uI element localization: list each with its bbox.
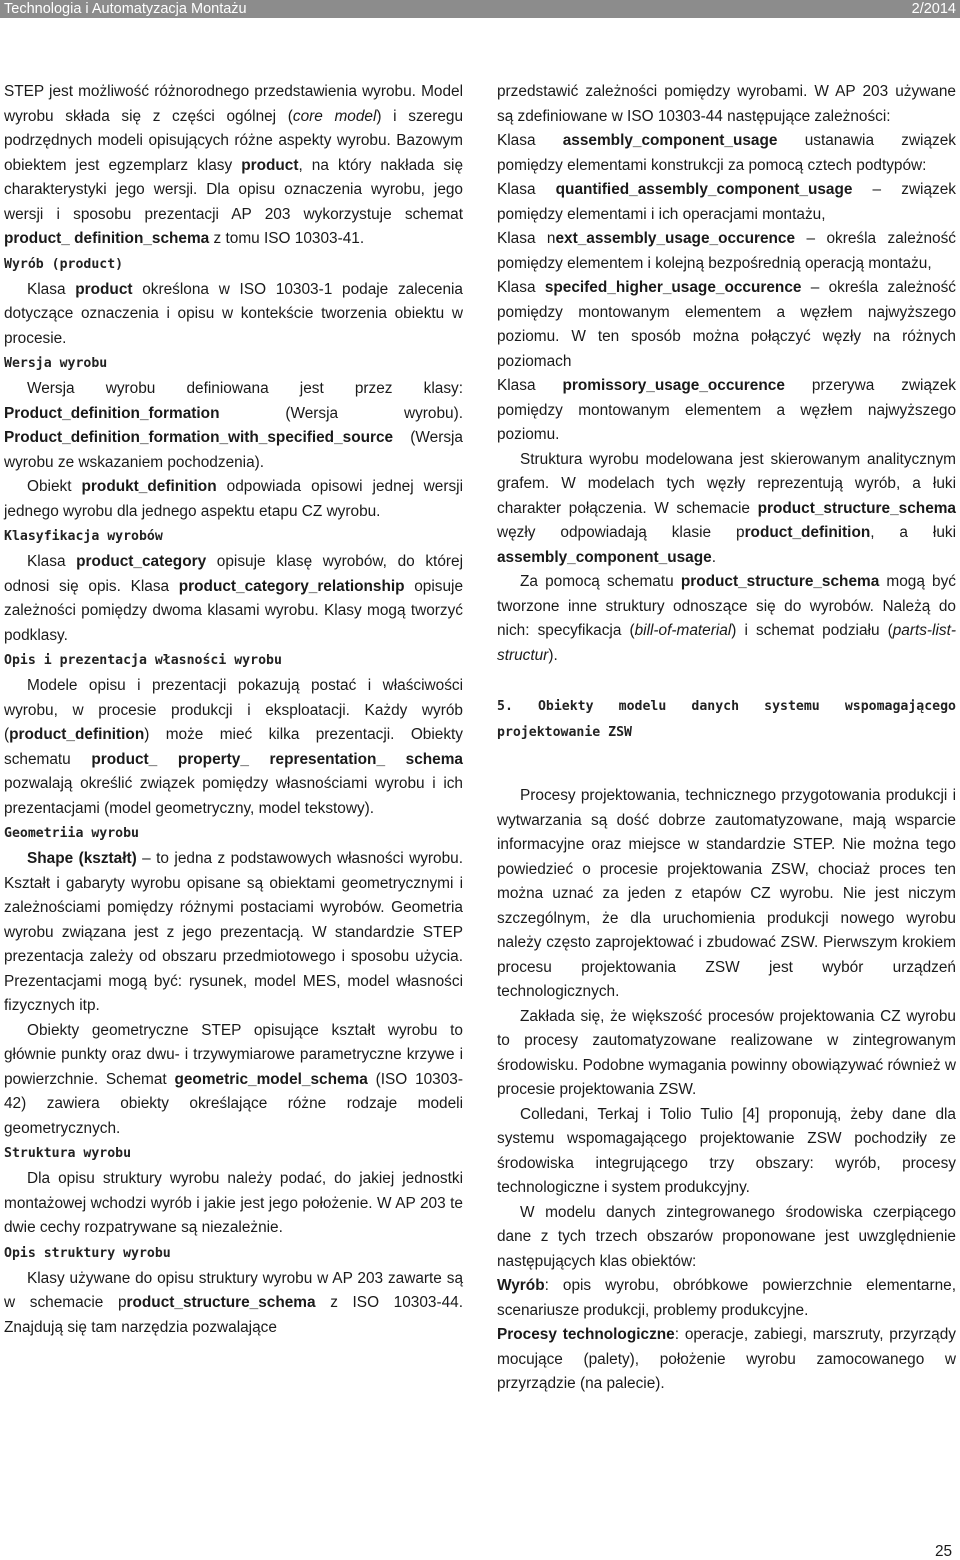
- text-run: ) może mieć kilka prezentacji. Obiekty schematu: [4, 726, 463, 768]
- text-run: Zakłada się, że większość procesów projektowania CZ wyrobu to procesy zautomatyzowane realizowane w zintegrowanym środowisku. Podobne wymagania powinny obowiązywać również w procesie projektowania ZSW.: [497, 1007, 956, 1098]
- bold-term: product_structure_schema: [757, 499, 956, 517]
- bold-term: Procesy technologiczne: [497, 1326, 675, 1343]
- text-run: Klasa: [497, 132, 563, 149]
- italic-term: parts-list-structur: [497, 622, 956, 664]
- text-run: (ISO 10303-42) zawiera obiekty określające różne rodzaje modeli geometrycznych.: [4, 1070, 463, 1137]
- paragraph: [4, 80, 463, 252]
- text-run: : opis wyrobu, obróbkowe powierzchnie elementarne, scenariusze produkcji, problemy produkcyjne.: [497, 1277, 956, 1319]
- bold-term: product: [75, 280, 133, 298]
- text-run: Klasa: [497, 279, 545, 296]
- paragraph: [4, 847, 463, 1019]
- bold-term: promissory_usage_occurence: [562, 377, 785, 394]
- text-run: opisuje zależności pomiędzy dwoma klasami wyrobu. Klasy mogą tworzyć podklasy.: [4, 577, 463, 644]
- subsection-heading: Struktura wyrobu: [4, 1146, 132, 1161]
- text-run: W modelu danych zintegrowanego środowiska czerpiącego dane z tych trzech obszarów proponowane jest uwzględnienie następujących klas obiektów:: [497, 1203, 956, 1270]
- paragraph: [4, 1019, 463, 1142]
- subsection-heading: Opis i prezentacja własności wyrobu: [4, 653, 282, 668]
- bold-term: product_ property_ representation_ schema: [91, 750, 463, 768]
- text-run: odpowiada opisowi jednej wersji jednego wyrobu dla jednego aspektu etapu CZ wyrobu.: [4, 478, 463, 520]
- paragraph: [497, 178, 956, 227]
- text-run: z ISO 10303-44. Znajdują się tam narzędzia pozwalające: [4, 1294, 463, 1336]
- bold-term: roduct_definition: [744, 524, 871, 541]
- bold-term: assembly_component_usage: [497, 548, 712, 566]
- text-run: opisuje klasę wyrobów, do której odnosi się opis. Klasa: [4, 553, 463, 595]
- bold-term: roduct_structure_schema: [126, 1294, 316, 1311]
- paragraph: [497, 1323, 956, 1397]
- bold-term: specifed_higher_usage_occurence: [544, 279, 802, 296]
- text-run: (Wersja wyrobu).: [219, 404, 463, 422]
- paragraph: [497, 1201, 956, 1275]
- paragraph: [497, 1103, 956, 1201]
- paragraph: [4, 674, 463, 821]
- text-run: przedstawić zależności pomiędzy wyrobami. W AP 203 używane są zdefiniowane w ISO 10303-44 następujące zależności:: [497, 83, 956, 125]
- subsection-heading: Klasyfikacja wyrobów: [4, 529, 163, 544]
- text-run: (Wersja wyrobu ze wskazaniem pochodzenia).: [4, 429, 463, 471]
- text-run: Klasa: [497, 181, 556, 198]
- text-run: pozwalają określić związek pomiędzy własnościami wyrobu i ich prezentacjami (model geometryczny, model tekstowy).: [4, 775, 463, 817]
- italic-term: bill-of-material: [634, 622, 732, 639]
- text-run: Klasy używane do opisu struktury wyrobu w AP 203 zawarte są w schemacie p: [4, 1269, 463, 1311]
- bold-term: quantified_assembly_component_usage: [555, 181, 853, 198]
- text-run: – to jedna z podstawowych własności wyrobu. Kształt i gabaryty wyrobu opisane są obiektami geometrycznymi i zależnościami pomiędzy różnymi postaciami wyrobów. Geometria wyrobu związana jest z jego prezentacją. W standardzie STEP prezentacja zależy od obszaru przedmiotowego i sposobu użycia. Prezentacjami mogą być: rysunek, model MES, model własności fizycznych itp.: [4, 850, 463, 1014]
- paragraph: [4, 377, 463, 475]
- text-run: STEP jest możliwość różnorodnego przedstawienia wyrobu. Model wyrobu składa się z części ogólnej (: [4, 83, 463, 125]
- bold-term: Product_definition_formation_with_specified_source: [4, 429, 394, 446]
- bold-term: produkt_definition: [81, 478, 217, 495]
- bold-term: product: [241, 156, 299, 174]
- paragraph: [4, 1267, 463, 1341]
- paragraph: [4, 475, 463, 524]
- paragraph: [497, 1005, 956, 1103]
- bold-term: Product_definition_formation: [4, 404, 220, 422]
- bold-term: geometric_model_schema: [174, 1070, 368, 1088]
- bold-term: assembly_component_usage: [562, 132, 778, 149]
- bold-term: product_category_relationship: [178, 577, 405, 595]
- text-run: mogą być tworzone inne struktury odnoszące się do wyrobów. Należą do nich: specyfikacja (: [497, 573, 956, 639]
- text-run: – określa zależność pomiędzy montowanym elementem a węzłem najwyższego poziomu. W ten sposób można połączyć węzły na różnych poziomach: [497, 279, 956, 370]
- paragraph: [4, 550, 463, 648]
- text-run: Wersja wyrobu definiowana jest przez klasy:: [27, 380, 463, 397]
- paragraph: [497, 80, 956, 129]
- text-run: Colledani, Terkaj i Tolio Tulio [4] proponują, żeby dane dla systemu wspomagającego projektowanie ZSW pochodziły ze środowiska integrującego trzy obszary: wyrób, procesy technologiczne i system produkcyjny.: [497, 1105, 956, 1196]
- page-number: 25: [935, 1543, 953, 1560]
- text-run: – związek pomiędzy elementami i ich operacjami montażu,: [497, 181, 956, 223]
- bold-term: product_definition: [9, 726, 145, 743]
- bold-term: product_structure_schema: [680, 573, 880, 590]
- text-run: .: [711, 548, 716, 566]
- paragraph: [4, 278, 463, 352]
- text-run: Obiekt: [27, 478, 82, 495]
- text-run: : operacje, zabiegi, marszruty, przyrządy mocujące (palety), położenie wyrobu zamocowanego w przyrządzie (na palecie).: [497, 1326, 956, 1392]
- bold-term: product_ definition_schema: [4, 230, 210, 247]
- text-run: Klasa: [27, 280, 76, 298]
- text-run: Klasa: [497, 377, 563, 394]
- text-run: ) i schemat podziału (: [731, 622, 893, 639]
- text-run: , na który nakłada się charakterystyki jego wersji. Dla opisu oznaczenia wyrobu, jego wersji i sposobu prezentacji AP 203 wykorzystuje schemat: [4, 156, 463, 223]
- section-heading: 5. Obiekty modelu danych systemu wspomagającego projektowanie ZSW: [497, 699, 956, 740]
- paragraph: [4, 1167, 463, 1241]
- text-run: Klasa: [27, 553, 77, 570]
- text-run: – określa zależność pomiędzy elementem i kolejną bezpośrednią operacją montażu,: [497, 230, 956, 272]
- text-run: przerywa związek pomiędzy montowanym elementem a węzłem najwyższego poziomu.: [497, 377, 956, 443]
- page-header: [0, 0, 960, 18]
- left-column: [4, 80, 463, 1340]
- bold-term: Wyrób: [497, 1277, 545, 1294]
- italic-term: core model: [292, 107, 377, 125]
- text-run: Struktura wyrobu modelowana jest skierowanym analitycznym grafem. W modelach tych węzły reprezentują wyrób, a łuki charakter połączenia. W schemacie: [497, 450, 956, 517]
- subsection-heading: Wyrób (product): [4, 256, 124, 272]
- text-run: ) i szeregu podrzędnych modeli opisujących różne aspekty wyrobu. Bazowym obiektem jest egzemplarz klasy: [4, 107, 463, 174]
- paragraph: [497, 227, 956, 276]
- text-run: Dla opisu struktury wyrobu należy podać, do jakiej jednostki montażowej wchodzi wyrób i jakie jest jego położenie. W AP 203 te dwie cechy rozpatrywane są niezależnie.: [4, 1170, 463, 1236]
- subsection-heading: Wersja wyrobu: [4, 356, 108, 371]
- right-column: [497, 80, 956, 1397]
- issue-number: 2/2014: [911, 1, 956, 17]
- text-run: , a łuki: [870, 524, 956, 541]
- paragraph: [497, 448, 956, 571]
- paragraph: [497, 570, 956, 668]
- paragraph: [497, 784, 956, 1005]
- text-run: z tomu ISO 10303-41.: [209, 230, 365, 247]
- paragraph: [497, 1274, 956, 1323]
- paragraph: [497, 374, 956, 448]
- text-run: węzły odpowiadają klasie p: [497, 524, 745, 541]
- text-run: Obiekty geometryczne STEP opisujące kształt wyrobu to głównie punkty oraz dwu- i trzywymiarowe parametryczne krzywe i powierzchnie. Schemat: [4, 1021, 463, 1088]
- subsection-heading: Geometriia wyrobu: [4, 826, 139, 841]
- text-run: Procesy projektowania, technicznego przygotowania produkcji i wytwarzania są dość dobrze zautomatyzowane, mają wsparcie informacyjne oraz miejsce w standardzie STEP. Nie można tego powiedzieć o procesie projektowania ZSW, chociaż proces ten można uznać za jeden z etapów CZ wyrobu. Nie jest niczym szczególnym, że dla uruchomienia produkcji nowego wyrobu należy często zaprojektować i zbudować ZSW. Pierwszym krokiem procesu projektowania ZSW jest wybór urządzeń technologicznych.: [497, 787, 956, 1000]
- journal-title: Technologia i Automatyzacja Montażu: [4, 1, 247, 17]
- text-run: ustanawia związek pomiędzy elementami konstrukcji za pomocą cztech podtypów:: [497, 132, 956, 174]
- bold-term: product_category: [76, 553, 207, 570]
- paragraph: [497, 129, 956, 178]
- subsection-heading: Opis struktury wyrobu: [4, 1245, 171, 1261]
- paragraph: [497, 276, 956, 374]
- bold-term: ext_assembly_usage_occurence: [555, 230, 796, 247]
- text-run: Klasa n: [497, 230, 556, 247]
- text-run: ).: [548, 646, 558, 664]
- text-run: Za pomocą schematu: [520, 573, 681, 590]
- text-run: określona w ISO 10303-1 podaje zalecenia dotyczące oznaczenia i opisu w kontekście tworzenia obiektu w procesie.: [4, 280, 463, 347]
- bold-term: Shape (kształt): [27, 850, 137, 867]
- text-run: Modele opisu i prezentacji pokazują postać i właściwości wyrobu, w procesie produkcji i eksploatacji. Każdy wyrób (: [4, 677, 463, 743]
